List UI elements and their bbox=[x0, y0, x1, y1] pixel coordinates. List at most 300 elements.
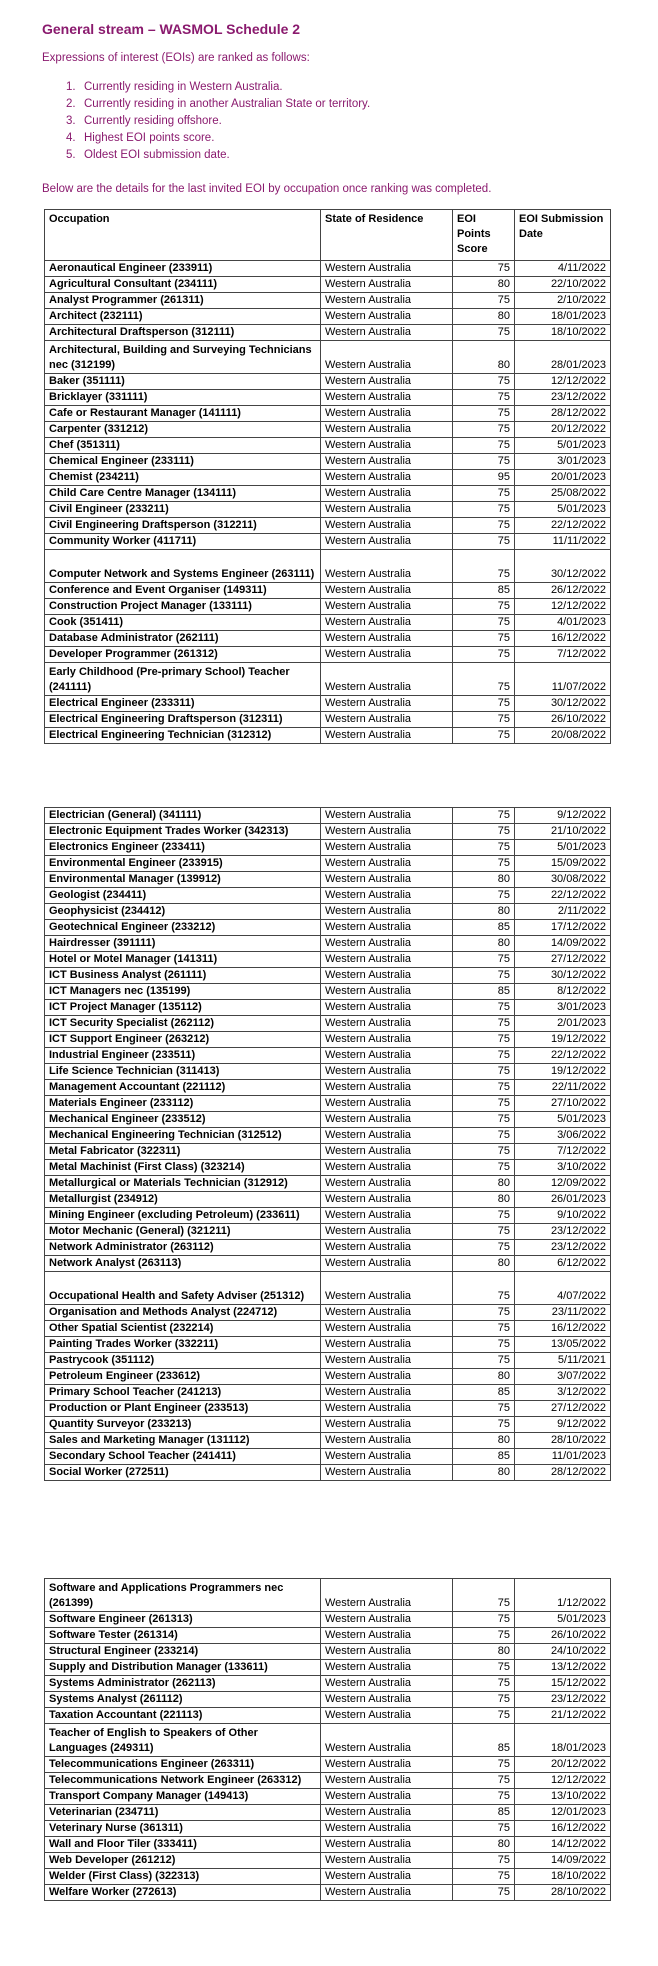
occupation-cell: Web Developer (261212) bbox=[45, 1853, 321, 1869]
state-cell: Western Australia bbox=[321, 663, 453, 696]
score-cell: 75 bbox=[453, 1869, 515, 1885]
date-cell: 30/12/2022 bbox=[515, 550, 611, 583]
date-cell: 23/11/2022 bbox=[515, 1305, 611, 1321]
state-cell: Western Australia bbox=[321, 1176, 453, 1192]
occupation-cell: Veterinary Nurse (361311) bbox=[45, 1821, 321, 1837]
table-row bbox=[45, 1224, 611, 1240]
score-cell: 75 bbox=[453, 840, 515, 856]
occupation-cell: Developer Programmer (261312) bbox=[45, 647, 321, 663]
occupation-cell: Motor Mechanic (General) (321211) bbox=[45, 1224, 321, 1240]
score-cell: 75 bbox=[453, 1208, 515, 1224]
state-cell: Western Australia bbox=[321, 374, 453, 390]
state-cell: Western Australia bbox=[321, 1208, 453, 1224]
date-cell: 28/01/2023 bbox=[515, 341, 611, 374]
table-row bbox=[45, 454, 611, 470]
occupation-cell: Baker (351111) bbox=[45, 374, 321, 390]
state-cell: Western Australia bbox=[321, 1272, 453, 1305]
list-item: 1. Currently residing in Western Australia. bbox=[66, 81, 283, 93]
state-cell: Western Australia bbox=[321, 1724, 453, 1757]
table-row bbox=[45, 1449, 611, 1465]
eoi-table-1 bbox=[44, 209, 611, 744]
score-cell: 75 bbox=[453, 325, 515, 341]
state-cell: Western Australia bbox=[321, 518, 453, 534]
occupation-cell: Systems Administrator (262113) bbox=[45, 1676, 321, 1692]
occupation-cell: Network Analyst (263113) bbox=[45, 1256, 321, 1272]
occupation-cell: Software Engineer (261313) bbox=[45, 1612, 321, 1628]
state-cell: Western Australia bbox=[321, 1337, 453, 1353]
state-cell: Western Australia bbox=[321, 1644, 453, 1660]
state-cell: Western Australia bbox=[321, 1224, 453, 1240]
table-row bbox=[45, 920, 611, 936]
table-row bbox=[45, 1757, 611, 1773]
score-cell: 75 bbox=[453, 615, 515, 631]
date-cell: 11/01/2023 bbox=[515, 1449, 611, 1465]
date-cell: 30/12/2022 bbox=[515, 696, 611, 712]
occupation-cell: Bricklayer (331111) bbox=[45, 390, 321, 406]
date-cell: 9/12/2022 bbox=[515, 1417, 611, 1433]
state-cell: Western Australia bbox=[321, 1708, 453, 1724]
table-row bbox=[45, 422, 611, 438]
date-cell: 22/11/2022 bbox=[515, 1080, 611, 1096]
date-cell: 5/01/2023 bbox=[515, 840, 611, 856]
score-cell: 75 bbox=[453, 422, 515, 438]
occupation-cell: Carpenter (331212) bbox=[45, 422, 321, 438]
date-cell: 22/12/2022 bbox=[515, 1048, 611, 1064]
table-row bbox=[45, 968, 611, 984]
date-cell: 20/08/2022 bbox=[515, 728, 611, 744]
state-cell: Western Australia bbox=[321, 824, 453, 840]
date-cell: 27/12/2022 bbox=[515, 1401, 611, 1417]
occupation-cell: Management Accountant (221112) bbox=[45, 1080, 321, 1096]
state-cell: Western Australia bbox=[321, 1321, 453, 1337]
state-cell: Western Australia bbox=[321, 1853, 453, 1869]
score-cell: 80 bbox=[453, 341, 515, 374]
state-cell: Western Australia bbox=[321, 968, 453, 984]
score-cell: 75 bbox=[453, 1321, 515, 1337]
table-row bbox=[45, 1256, 611, 1272]
table-row bbox=[45, 696, 611, 712]
state-cell: Western Australia bbox=[321, 696, 453, 712]
state-cell: Western Australia bbox=[321, 1048, 453, 1064]
state-cell: Western Australia bbox=[321, 1885, 453, 1901]
table-row bbox=[45, 1579, 611, 1612]
score-cell: 75 bbox=[453, 1112, 515, 1128]
occupation-cell: Chemist (234211) bbox=[45, 470, 321, 486]
date-cell: 4/01/2023 bbox=[515, 615, 611, 631]
score-cell: 80 bbox=[453, 1837, 515, 1853]
occupation-cell: Mechanical Engineering Technician (312512) bbox=[45, 1128, 321, 1144]
score-cell: 75 bbox=[453, 293, 515, 309]
eoi-table-2 bbox=[44, 807, 611, 1481]
table-row bbox=[45, 534, 611, 550]
date-cell: 27/12/2022 bbox=[515, 952, 611, 968]
occupation-cell: Pastrycook (351112) bbox=[45, 1353, 321, 1369]
occupation-cell: ICT Business Analyst (261111) bbox=[45, 968, 321, 984]
score-cell: 75 bbox=[453, 1240, 515, 1256]
occupation-cell: Petroleum Engineer (233612) bbox=[45, 1369, 321, 1385]
state-cell: Western Australia bbox=[321, 422, 453, 438]
table-row bbox=[45, 1401, 611, 1417]
state-cell: Western Australia bbox=[321, 454, 453, 470]
state-cell: Western Australia bbox=[321, 1353, 453, 1369]
occupation-cell: Chef (351311) bbox=[45, 438, 321, 454]
list-item: 3. Currently residing offshore. bbox=[66, 115, 222, 127]
occupation-cell: Geologist (234411) bbox=[45, 888, 321, 904]
score-cell: 75 bbox=[453, 261, 515, 277]
occupation-cell: Chemical Engineer (233111) bbox=[45, 454, 321, 470]
score-cell: 75 bbox=[453, 1773, 515, 1789]
date-cell: 8/12/2022 bbox=[515, 984, 611, 1000]
header-state: State of Residence bbox=[321, 210, 453, 261]
date-cell: 9/10/2022 bbox=[515, 1208, 611, 1224]
score-cell: 75 bbox=[453, 696, 515, 712]
date-cell: 13/10/2022 bbox=[515, 1789, 611, 1805]
table-row bbox=[45, 1369, 611, 1385]
score-cell: 75 bbox=[453, 1144, 515, 1160]
state-cell: Western Australia bbox=[321, 277, 453, 293]
table-header-row bbox=[45, 210, 611, 261]
state-cell: Western Australia bbox=[321, 550, 453, 583]
date-cell: 12/09/2022 bbox=[515, 1176, 611, 1192]
score-cell: 85 bbox=[453, 920, 515, 936]
state-cell: Western Australia bbox=[321, 952, 453, 968]
table-row bbox=[45, 293, 611, 309]
table-row bbox=[45, 728, 611, 744]
score-cell: 80 bbox=[453, 1644, 515, 1660]
header-date: EOI Submission Date bbox=[515, 210, 611, 261]
score-cell: 75 bbox=[453, 1401, 515, 1417]
date-cell: 23/12/2022 bbox=[515, 390, 611, 406]
state-cell: Western Australia bbox=[321, 1805, 453, 1821]
state-cell: Western Australia bbox=[321, 1000, 453, 1016]
score-cell: 75 bbox=[453, 1789, 515, 1805]
state-cell: Western Australia bbox=[321, 341, 453, 374]
score-cell: 75 bbox=[453, 663, 515, 696]
date-cell: 17/12/2022 bbox=[515, 920, 611, 936]
score-cell: 85 bbox=[453, 1805, 515, 1821]
score-cell: 75 bbox=[453, 454, 515, 470]
table-row bbox=[45, 470, 611, 486]
state-cell: Western Australia bbox=[321, 470, 453, 486]
page-title: General stream – WASMOL Schedule 2 bbox=[42, 21, 301, 37]
table-row bbox=[45, 856, 611, 872]
state-cell: Western Australia bbox=[321, 293, 453, 309]
table-row bbox=[45, 518, 611, 534]
score-cell: 75 bbox=[453, 888, 515, 904]
score-cell: 80 bbox=[453, 1256, 515, 1272]
table-row bbox=[45, 1692, 611, 1708]
state-cell: Western Australia bbox=[321, 261, 453, 277]
score-cell: 75 bbox=[453, 1160, 515, 1176]
occupation-cell: Organisation and Methods Analyst (224712) bbox=[45, 1305, 321, 1321]
occupation-cell: Environmental Engineer (233915) bbox=[45, 856, 321, 872]
date-cell: 22/10/2022 bbox=[515, 277, 611, 293]
table-row bbox=[45, 872, 611, 888]
occupation-cell: Welfare Worker (272613) bbox=[45, 1885, 321, 1901]
occupation-cell: Welder (First Class) (322313) bbox=[45, 1869, 321, 1885]
state-cell: Western Australia bbox=[321, 920, 453, 936]
table-row bbox=[45, 631, 611, 647]
table-row bbox=[45, 888, 611, 904]
table-row bbox=[45, 1128, 611, 1144]
occupation-cell: Architectural Draftsperson (312111) bbox=[45, 325, 321, 341]
state-cell: Western Australia bbox=[321, 856, 453, 872]
state-cell: Western Australia bbox=[321, 1144, 453, 1160]
date-cell: 11/11/2022 bbox=[515, 534, 611, 550]
score-cell: 80 bbox=[453, 309, 515, 325]
date-cell: 2/11/2022 bbox=[515, 904, 611, 920]
occupation-cell: Cafe or Restaurant Manager (141111) bbox=[45, 406, 321, 422]
occupation-cell: Conference and Event Organiser (149311) bbox=[45, 583, 321, 599]
date-cell: 5/01/2023 bbox=[515, 1612, 611, 1628]
date-cell: 7/12/2022 bbox=[515, 647, 611, 663]
date-cell: 15/12/2022 bbox=[515, 1676, 611, 1692]
table-row bbox=[45, 583, 611, 599]
table-row bbox=[45, 1000, 611, 1016]
score-cell: 80 bbox=[453, 1369, 515, 1385]
occupation-cell: Electrical Engineering Technician (312312) bbox=[45, 728, 321, 744]
table-row bbox=[45, 374, 611, 390]
table-row bbox=[45, 1048, 611, 1064]
score-cell: 80 bbox=[453, 1433, 515, 1449]
table-row bbox=[45, 1064, 611, 1080]
score-cell: 75 bbox=[453, 1692, 515, 1708]
score-cell: 75 bbox=[453, 550, 515, 583]
occupation-cell: Metal Machinist (First Class) (323214) bbox=[45, 1160, 321, 1176]
table-row bbox=[45, 1612, 611, 1628]
state-cell: Western Australia bbox=[321, 888, 453, 904]
date-cell: 26/10/2022 bbox=[515, 712, 611, 728]
occupation-cell: Civil Engineering Draftsperson (312211) bbox=[45, 518, 321, 534]
occupation-cell: Quantity Surveyor (233213) bbox=[45, 1417, 321, 1433]
date-cell: 28/10/2022 bbox=[515, 1433, 611, 1449]
table-row bbox=[45, 309, 611, 325]
score-cell: 85 bbox=[453, 984, 515, 1000]
date-cell: 18/01/2023 bbox=[515, 1724, 611, 1757]
table-row bbox=[45, 325, 611, 341]
date-cell: 25/08/2022 bbox=[515, 486, 611, 502]
table-row bbox=[45, 1208, 611, 1224]
state-cell: Western Australia bbox=[321, 1789, 453, 1805]
score-cell: 75 bbox=[453, 599, 515, 615]
state-cell: Western Australia bbox=[321, 1256, 453, 1272]
score-cell: 75 bbox=[453, 1096, 515, 1112]
score-cell: 75 bbox=[453, 968, 515, 984]
date-cell: 5/01/2023 bbox=[515, 502, 611, 518]
occupation-cell: Architectural, Building and Surveying Technicians nec (312199) bbox=[45, 341, 321, 374]
score-cell: 75 bbox=[453, 1708, 515, 1724]
ranking-list bbox=[66, 79, 370, 164]
date-cell: 5/01/2023 bbox=[515, 1112, 611, 1128]
table-row bbox=[45, 1096, 611, 1112]
table-row bbox=[45, 1016, 611, 1032]
state-cell: Western Australia bbox=[321, 325, 453, 341]
date-cell: 14/12/2022 bbox=[515, 1837, 611, 1853]
table-row bbox=[45, 277, 611, 293]
table-row bbox=[45, 1805, 611, 1821]
date-cell: 28/12/2022 bbox=[515, 406, 611, 422]
table-row bbox=[45, 1676, 611, 1692]
state-cell: Western Australia bbox=[321, 1016, 453, 1032]
list-item: 2. Currently residing in another Australian State or territory. bbox=[66, 98, 371, 110]
table-row bbox=[45, 502, 611, 518]
date-cell: 13/12/2022 bbox=[515, 1660, 611, 1676]
occupation-cell: Civil Engineer (233211) bbox=[45, 502, 321, 518]
score-cell: 75 bbox=[453, 1885, 515, 1901]
score-cell: 85 bbox=[453, 1385, 515, 1401]
table-row bbox=[45, 904, 611, 920]
eoi-table-3 bbox=[44, 1578, 611, 1901]
table-row bbox=[45, 438, 611, 454]
date-cell: 18/10/2022 bbox=[515, 325, 611, 341]
date-cell: 28/12/2022 bbox=[515, 1465, 611, 1481]
score-cell: 75 bbox=[453, 406, 515, 422]
score-cell: 80 bbox=[453, 904, 515, 920]
state-cell: Western Australia bbox=[321, 1628, 453, 1644]
date-cell: 26/12/2022 bbox=[515, 583, 611, 599]
details-note: Below are the details for the last invited EOI by occupation once ranking was completed. bbox=[42, 183, 492, 195]
score-cell: 75 bbox=[453, 518, 515, 534]
occupation-cell: Metal Fabricator (322311) bbox=[45, 1144, 321, 1160]
occupation-cell: Hotel or Motel Manager (141311) bbox=[45, 952, 321, 968]
date-cell: 9/12/2022 bbox=[515, 808, 611, 824]
date-cell: 24/10/2022 bbox=[515, 1644, 611, 1660]
date-cell: 19/12/2022 bbox=[515, 1064, 611, 1080]
score-cell: 80 bbox=[453, 1176, 515, 1192]
occupation-cell: ICT Security Specialist (262112) bbox=[45, 1016, 321, 1032]
occupation-cell: Metallurgist (234912) bbox=[45, 1192, 321, 1208]
occupation-cell: Geotechnical Engineer (233212) bbox=[45, 920, 321, 936]
date-cell: 19/12/2022 bbox=[515, 1032, 611, 1048]
table-row bbox=[45, 1321, 611, 1337]
state-cell: Western Australia bbox=[321, 1660, 453, 1676]
score-cell: 75 bbox=[453, 1628, 515, 1644]
state-cell: Western Australia bbox=[321, 583, 453, 599]
date-cell: 4/11/2022 bbox=[515, 261, 611, 277]
date-cell: 3/01/2023 bbox=[515, 454, 611, 470]
occupation-cell: Telecommunications Network Engineer (263312) bbox=[45, 1773, 321, 1789]
state-cell: Western Australia bbox=[321, 1449, 453, 1465]
table-row bbox=[45, 1465, 611, 1481]
occupation-cell: Transport Company Manager (149413) bbox=[45, 1789, 321, 1805]
date-cell: 4/07/2022 bbox=[515, 1272, 611, 1305]
state-cell: Western Australia bbox=[321, 438, 453, 454]
occupation-cell: Electronic Equipment Trades Worker (342313) bbox=[45, 824, 321, 840]
date-cell: 22/12/2022 bbox=[515, 518, 611, 534]
table-row bbox=[45, 840, 611, 856]
occupation-cell: Telecommunications Engineer (263311) bbox=[45, 1757, 321, 1773]
state-cell: Western Australia bbox=[321, 1821, 453, 1837]
occupation-cell: Mechanical Engineer (233512) bbox=[45, 1112, 321, 1128]
date-cell: 5/01/2023 bbox=[515, 438, 611, 454]
date-cell: 12/12/2022 bbox=[515, 374, 611, 390]
score-cell: 75 bbox=[453, 1032, 515, 1048]
table-row bbox=[45, 1821, 611, 1837]
score-cell: 75 bbox=[453, 1417, 515, 1433]
score-cell: 75 bbox=[453, 1676, 515, 1692]
date-cell: 1/12/2022 bbox=[515, 1579, 611, 1612]
state-cell: Western Australia bbox=[321, 1401, 453, 1417]
date-cell: 18/01/2023 bbox=[515, 309, 611, 325]
score-cell: 75 bbox=[453, 1224, 515, 1240]
state-cell: Western Australia bbox=[321, 631, 453, 647]
score-cell: 75 bbox=[453, 390, 515, 406]
table-row bbox=[45, 406, 611, 422]
score-cell: 75 bbox=[453, 1128, 515, 1144]
date-cell: 16/12/2022 bbox=[515, 1821, 611, 1837]
score-cell: 75 bbox=[453, 631, 515, 647]
state-cell: Western Australia bbox=[321, 486, 453, 502]
occupation-cell: ICT Support Engineer (263212) bbox=[45, 1032, 321, 1048]
score-cell: 75 bbox=[453, 1016, 515, 1032]
date-cell: 12/12/2022 bbox=[515, 1773, 611, 1789]
table-row bbox=[45, 1789, 611, 1805]
state-cell: Western Australia bbox=[321, 1112, 453, 1128]
state-cell: Western Australia bbox=[321, 712, 453, 728]
date-cell: 15/09/2022 bbox=[515, 856, 611, 872]
score-cell: 75 bbox=[453, 1080, 515, 1096]
occupation-cell: Electrical Engineer (233311) bbox=[45, 696, 321, 712]
table-row bbox=[45, 1660, 611, 1676]
table-row bbox=[45, 1353, 611, 1369]
occupation-cell: Construction Project Manager (133111) bbox=[45, 599, 321, 615]
score-cell: 75 bbox=[453, 1000, 515, 1016]
date-cell: 3/10/2022 bbox=[515, 1160, 611, 1176]
state-cell: Western Australia bbox=[321, 534, 453, 550]
date-cell: 30/08/2022 bbox=[515, 872, 611, 888]
occupation-cell: Social Worker (272511) bbox=[45, 1465, 321, 1481]
date-cell: 20/01/2023 bbox=[515, 470, 611, 486]
table-row bbox=[45, 1112, 611, 1128]
table-row bbox=[45, 341, 611, 374]
score-cell: 75 bbox=[453, 712, 515, 728]
score-cell: 80 bbox=[453, 277, 515, 293]
occupation-cell: Analyst Programmer (261311) bbox=[45, 293, 321, 309]
date-cell: 26/10/2022 bbox=[515, 1628, 611, 1644]
score-cell: 80 bbox=[453, 936, 515, 952]
table-row bbox=[45, 550, 611, 583]
score-cell: 75 bbox=[453, 1305, 515, 1321]
score-cell: 85 bbox=[453, 1724, 515, 1757]
occupation-cell: Database Administrator (262111) bbox=[45, 631, 321, 647]
state-cell: Western Australia bbox=[321, 1433, 453, 1449]
occupation-cell: Computer Network and Systems Engineer (263111) bbox=[45, 550, 321, 583]
state-cell: Western Australia bbox=[321, 1417, 453, 1433]
state-cell: Western Australia bbox=[321, 1676, 453, 1692]
table-row bbox=[45, 1337, 611, 1353]
occupation-cell: Supply and Distribution Manager (133611) bbox=[45, 1660, 321, 1676]
state-cell: Western Australia bbox=[321, 1128, 453, 1144]
table-row bbox=[45, 1080, 611, 1096]
score-cell: 75 bbox=[453, 728, 515, 744]
occupation-cell: Systems Analyst (261112) bbox=[45, 1692, 321, 1708]
score-cell: 75 bbox=[453, 1579, 515, 1612]
table-row bbox=[45, 1176, 611, 1192]
state-cell: Western Australia bbox=[321, 728, 453, 744]
date-cell: 3/12/2022 bbox=[515, 1385, 611, 1401]
occupation-cell: Child Care Centre Manager (134111) bbox=[45, 486, 321, 502]
table-row bbox=[45, 824, 611, 840]
table-row bbox=[45, 261, 611, 277]
state-cell: Western Australia bbox=[321, 390, 453, 406]
score-cell: 75 bbox=[453, 1853, 515, 1869]
score-cell: 75 bbox=[453, 1337, 515, 1353]
occupation-cell: Electronics Engineer (233411) bbox=[45, 840, 321, 856]
state-cell: Western Australia bbox=[321, 1612, 453, 1628]
occupation-cell: Occupational Health and Safety Adviser (251312) bbox=[45, 1272, 321, 1305]
state-cell: Western Australia bbox=[321, 984, 453, 1000]
table-row bbox=[45, 1628, 611, 1644]
